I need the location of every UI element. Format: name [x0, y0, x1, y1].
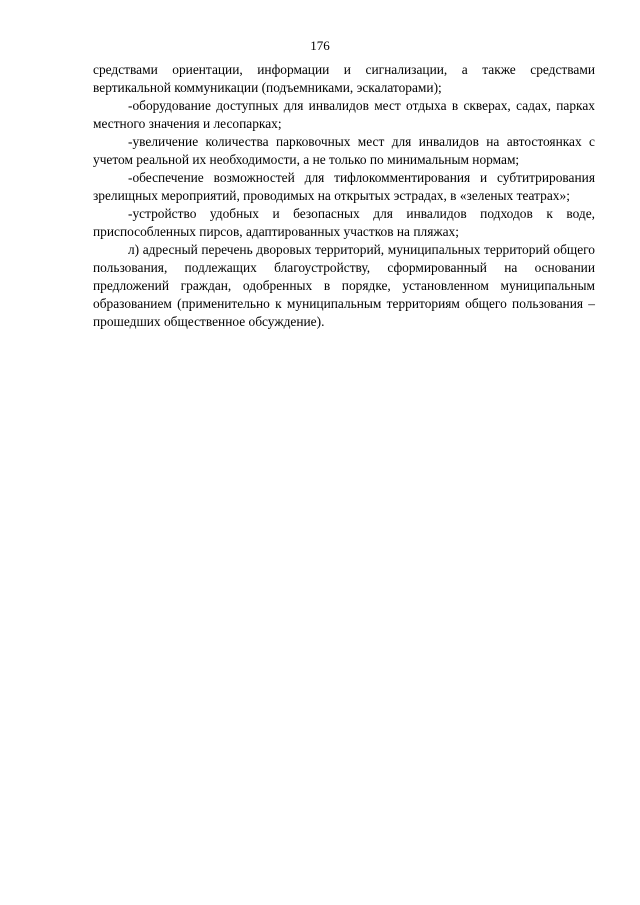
document-body	[93, 61, 595, 331]
paragraph-continuation: средствами ориентации, информации и сигнализации, а также средствами вертикальной коммуникации (подъемниками, эскалаторами);	[93, 62, 595, 95]
paragraph-tiflo-commentary: -обеспечение возможностей для тифлокомментирования и субтитрирования зрелищных мероприятий, проводимых на открытых эстрадах, в «зеленых театрах»;	[93, 170, 595, 203]
paragraph-rest-areas: -оборудование доступных для инвалидов мест отдыха в скверах, садах, парках местного значения и лесопарках;	[93, 98, 595, 131]
paragraph-water-access: -устройство удобных и безопасных для инвалидов подходов к воде, приспособленных пирсов, адаптированных участков на пляжах;	[93, 206, 595, 239]
paragraph-address-list: л) адресный перечень дворовых территорий, муниципальных территорий общего пользования, подлежащих благоустройству, сформированный на основании предложений граждан, одобренных в порядке, установленном муниципальным образованием (применительно к муниципальным территориям общего пользования – прошедших общественное обсуждение).	[93, 242, 595, 329]
page-number: 176	[310, 38, 330, 53]
paragraph-parking: -увеличение количества парковочных мест для инвалидов на автостоянках с учетом реальной их необходимости, а не только по минимальным нормам;	[93, 134, 595, 167]
